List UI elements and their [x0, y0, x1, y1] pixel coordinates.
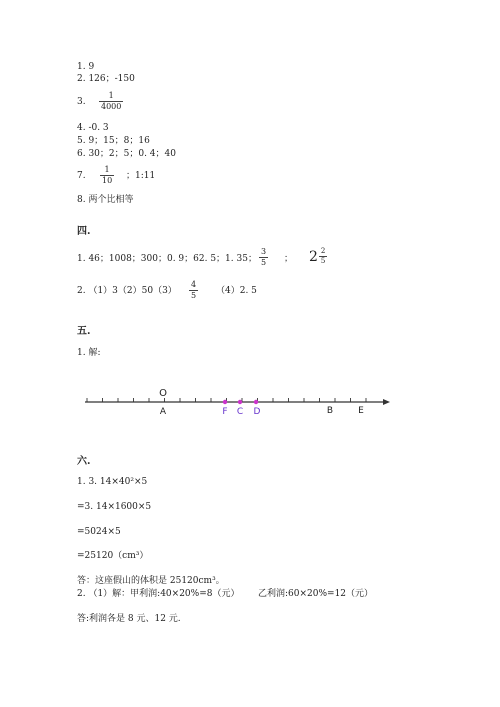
- fraction-denominator: 5: [191, 291, 197, 300]
- answer-5-1: 1. 解:: [77, 348, 101, 358]
- fraction-1-over-4000: [99, 91, 123, 112]
- origin-label: O: [159, 388, 167, 399]
- fraction-numerator: 3: [261, 247, 267, 256]
- point-c-marker: [238, 400, 242, 404]
- profit-line-b: 乙利润:60×20%=12（元）: [258, 589, 374, 599]
- fraction-denominator: 5: [261, 258, 267, 267]
- mixed-fraction: [319, 247, 327, 266]
- answer-line-4: 4. -0. 3: [77, 123, 109, 133]
- fraction-denominator: 5: [320, 257, 326, 265]
- answer-line-1: 1. 9: [77, 62, 95, 72]
- answer-line-8: 8. 两个比相等: [77, 195, 134, 205]
- answer-4-1-separator: ；: [284, 254, 294, 264]
- fraction-denominator: 10: [102, 176, 113, 185]
- mixed-number-2-2-5: [309, 247, 327, 266]
- answer-line-7-prefix: 7.: [77, 171, 86, 181]
- label-f: F: [222, 407, 228, 417]
- profit-line-a: 2. （1）解：甲利润:40×20%=8（元）: [77, 589, 240, 599]
- label-e: E: [358, 406, 364, 416]
- answer-line-3-prefix: 3.: [77, 97, 86, 107]
- label-a: A: [159, 407, 167, 417]
- label-b: B: [326, 406, 334, 416]
- fraction-4-over-5: [189, 280, 198, 301]
- point-f-marker: [223, 400, 227, 404]
- number-line: [0, 380, 500, 440]
- answer-volume: 答：这座假山的体积是 25120cm³。: [77, 576, 225, 586]
- fraction-numerator: 4: [191, 280, 197, 289]
- calc-line-3: =5024×5: [77, 527, 121, 537]
- point-d-marker: [254, 400, 258, 404]
- fraction-denominator: 4000: [101, 102, 122, 111]
- mixed-whole: 2: [309, 248, 318, 265]
- calc-line-2: =3. 14×1600×5: [77, 502, 152, 512]
- fraction-numerator: 2: [320, 247, 326, 255]
- section-heading-5: 五.: [77, 326, 91, 337]
- calc-line-4: =25120（cm³）: [77, 551, 149, 561]
- answer-profit: 答:利润各是 8 元、12 元.: [77, 614, 181, 624]
- label-c: C: [236, 407, 244, 417]
- fraction-numerator: 1: [104, 165, 110, 174]
- answer-line-5: 5. 9；15；8；16: [77, 136, 150, 146]
- answer-4-2: 2. （1）3（2）50（3）: [77, 286, 177, 296]
- answer-4-2-suffix: （4）2. 5: [216, 286, 257, 296]
- fraction-numerator: 1: [108, 91, 114, 100]
- calc-line-1: 1. 3. 14×40²×5: [77, 477, 148, 487]
- answer-4-1: 1. 46；1008；300；0. 9；62. 5；1. 35；: [77, 254, 257, 264]
- answer-line-7-suffix: ；1:11: [126, 171, 156, 181]
- section-heading-4: 四.: [77, 226, 91, 237]
- section-heading-6: 六.: [77, 456, 91, 467]
- number-line-arrow-icon: [383, 399, 390, 405]
- fraction-1-over-10: [100, 165, 114, 186]
- label-d: D: [253, 407, 261, 417]
- answer-line-6: 6. 30；2；5；0. 4；40: [77, 149, 176, 159]
- fraction-3-over-5: [259, 247, 268, 268]
- answer-line-2: 2. 126；-150: [77, 74, 135, 84]
